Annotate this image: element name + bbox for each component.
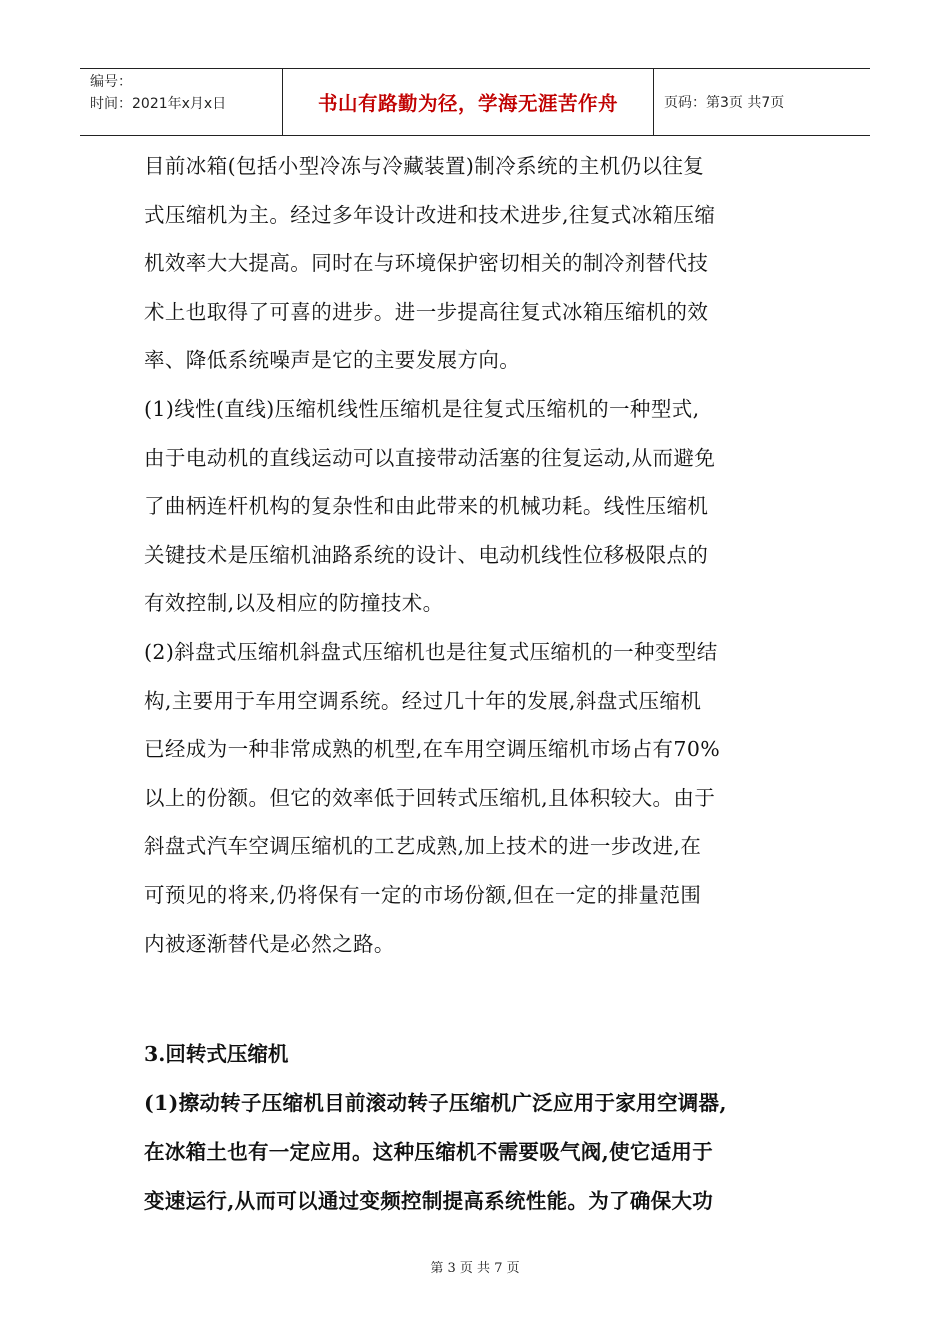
paragraph-linear-compressor bbox=[144, 385, 824, 628]
text-line: 已经成为一种非常成熟的机型,在车用空调压缩机市场占有70% bbox=[144, 737, 721, 762]
header-motto: 书山有路勤为径，学海无涯苦作舟 bbox=[317, 92, 618, 115]
page-footer bbox=[0, 1257, 950, 1276]
paragraph-swash-plate-compressor bbox=[144, 628, 824, 968]
text-line: 机效率大大提高。同时在与环境保护密切相关的制冷剂替代技 bbox=[144, 251, 709, 276]
text-line: 变速运行,从而可以通过变频控制提高系统性能。为了确保大功 bbox=[144, 1189, 714, 1213]
header-meta bbox=[80, 69, 282, 135]
header-motto-cell bbox=[282, 69, 654, 135]
text-line: (2)斜盘式压缩机斜盘式压缩机也是往复式压缩机的一种变型结 bbox=[144, 639, 718, 664]
footer-page-number: 第 3 页 共 7 页 bbox=[430, 1261, 520, 1276]
text-line: 式压缩机为主。经过多年设计改进和技术进步,往复式冰箱压缩 bbox=[144, 202, 716, 227]
code-label: 编号： bbox=[90, 74, 132, 90]
paragraph-rotary-compressor bbox=[144, 1079, 824, 1226]
text-line: (1)擦动转子压缩机目前滚动转子压缩机广泛应用于家用空调器, bbox=[144, 1091, 727, 1115]
document-body bbox=[144, 142, 824, 968]
text-line: 关键技术是压缩机油路系统的设计、电动机线性位移极限点的 bbox=[144, 542, 709, 567]
text-line: 斜盘式汽车空调压缩机的工艺成熟,加上技术的进一步改进,在 bbox=[144, 834, 702, 859]
text-line: 可预见的将来,仍将保有一定的市场份额,但在一定的排量范围 bbox=[144, 882, 702, 907]
page-header bbox=[80, 68, 870, 136]
paragraph-intro bbox=[144, 142, 824, 385]
text-line: 内被逐渐替代是必然之路。 bbox=[144, 931, 395, 956]
header-page-cell bbox=[654, 69, 870, 135]
text-line: 率、降低系统噪声是它的主要发展方向。 bbox=[144, 348, 521, 373]
section-heading: 3.回转式压缩机 bbox=[144, 1042, 289, 1066]
text-line: 了曲柄连杆机构的复杂性和由此带来的机械功耗。线性压缩机 bbox=[144, 494, 709, 519]
time-label: 时间：2021年x月x日 bbox=[90, 96, 227, 112]
header-page-info: 页码：第3页 共7页 bbox=[664, 95, 785, 111]
text-line: 构,主要用于车用空调系统。经过几十年的发展,斜盘式压缩机 bbox=[144, 688, 702, 713]
text-line: 由于电动机的直线运动可以直接带动活塞的往复运动,从而避免 bbox=[144, 445, 716, 470]
text-line: 术上也取得了可喜的进步。进一步提高往复式冰箱压缩机的效 bbox=[144, 299, 709, 324]
text-line: (1)线性(直线)压缩机线性压缩机是往复式压缩机的一种型式, bbox=[144, 396, 700, 421]
text-line: 有效控制,以及相应的防撞技术。 bbox=[144, 591, 444, 616]
text-line: 以上的份额。但它的效率低于回转式压缩机,且体积较大。由于 bbox=[144, 785, 716, 810]
text-line: 在冰箱土也有一定应用。这种压缩机不需要吸气阀,使它适用于 bbox=[144, 1140, 714, 1164]
text-line: 目前冰箱(包括小型冷冻与冷藏装置)制冷系统的主机仍以往复 bbox=[144, 154, 705, 178]
